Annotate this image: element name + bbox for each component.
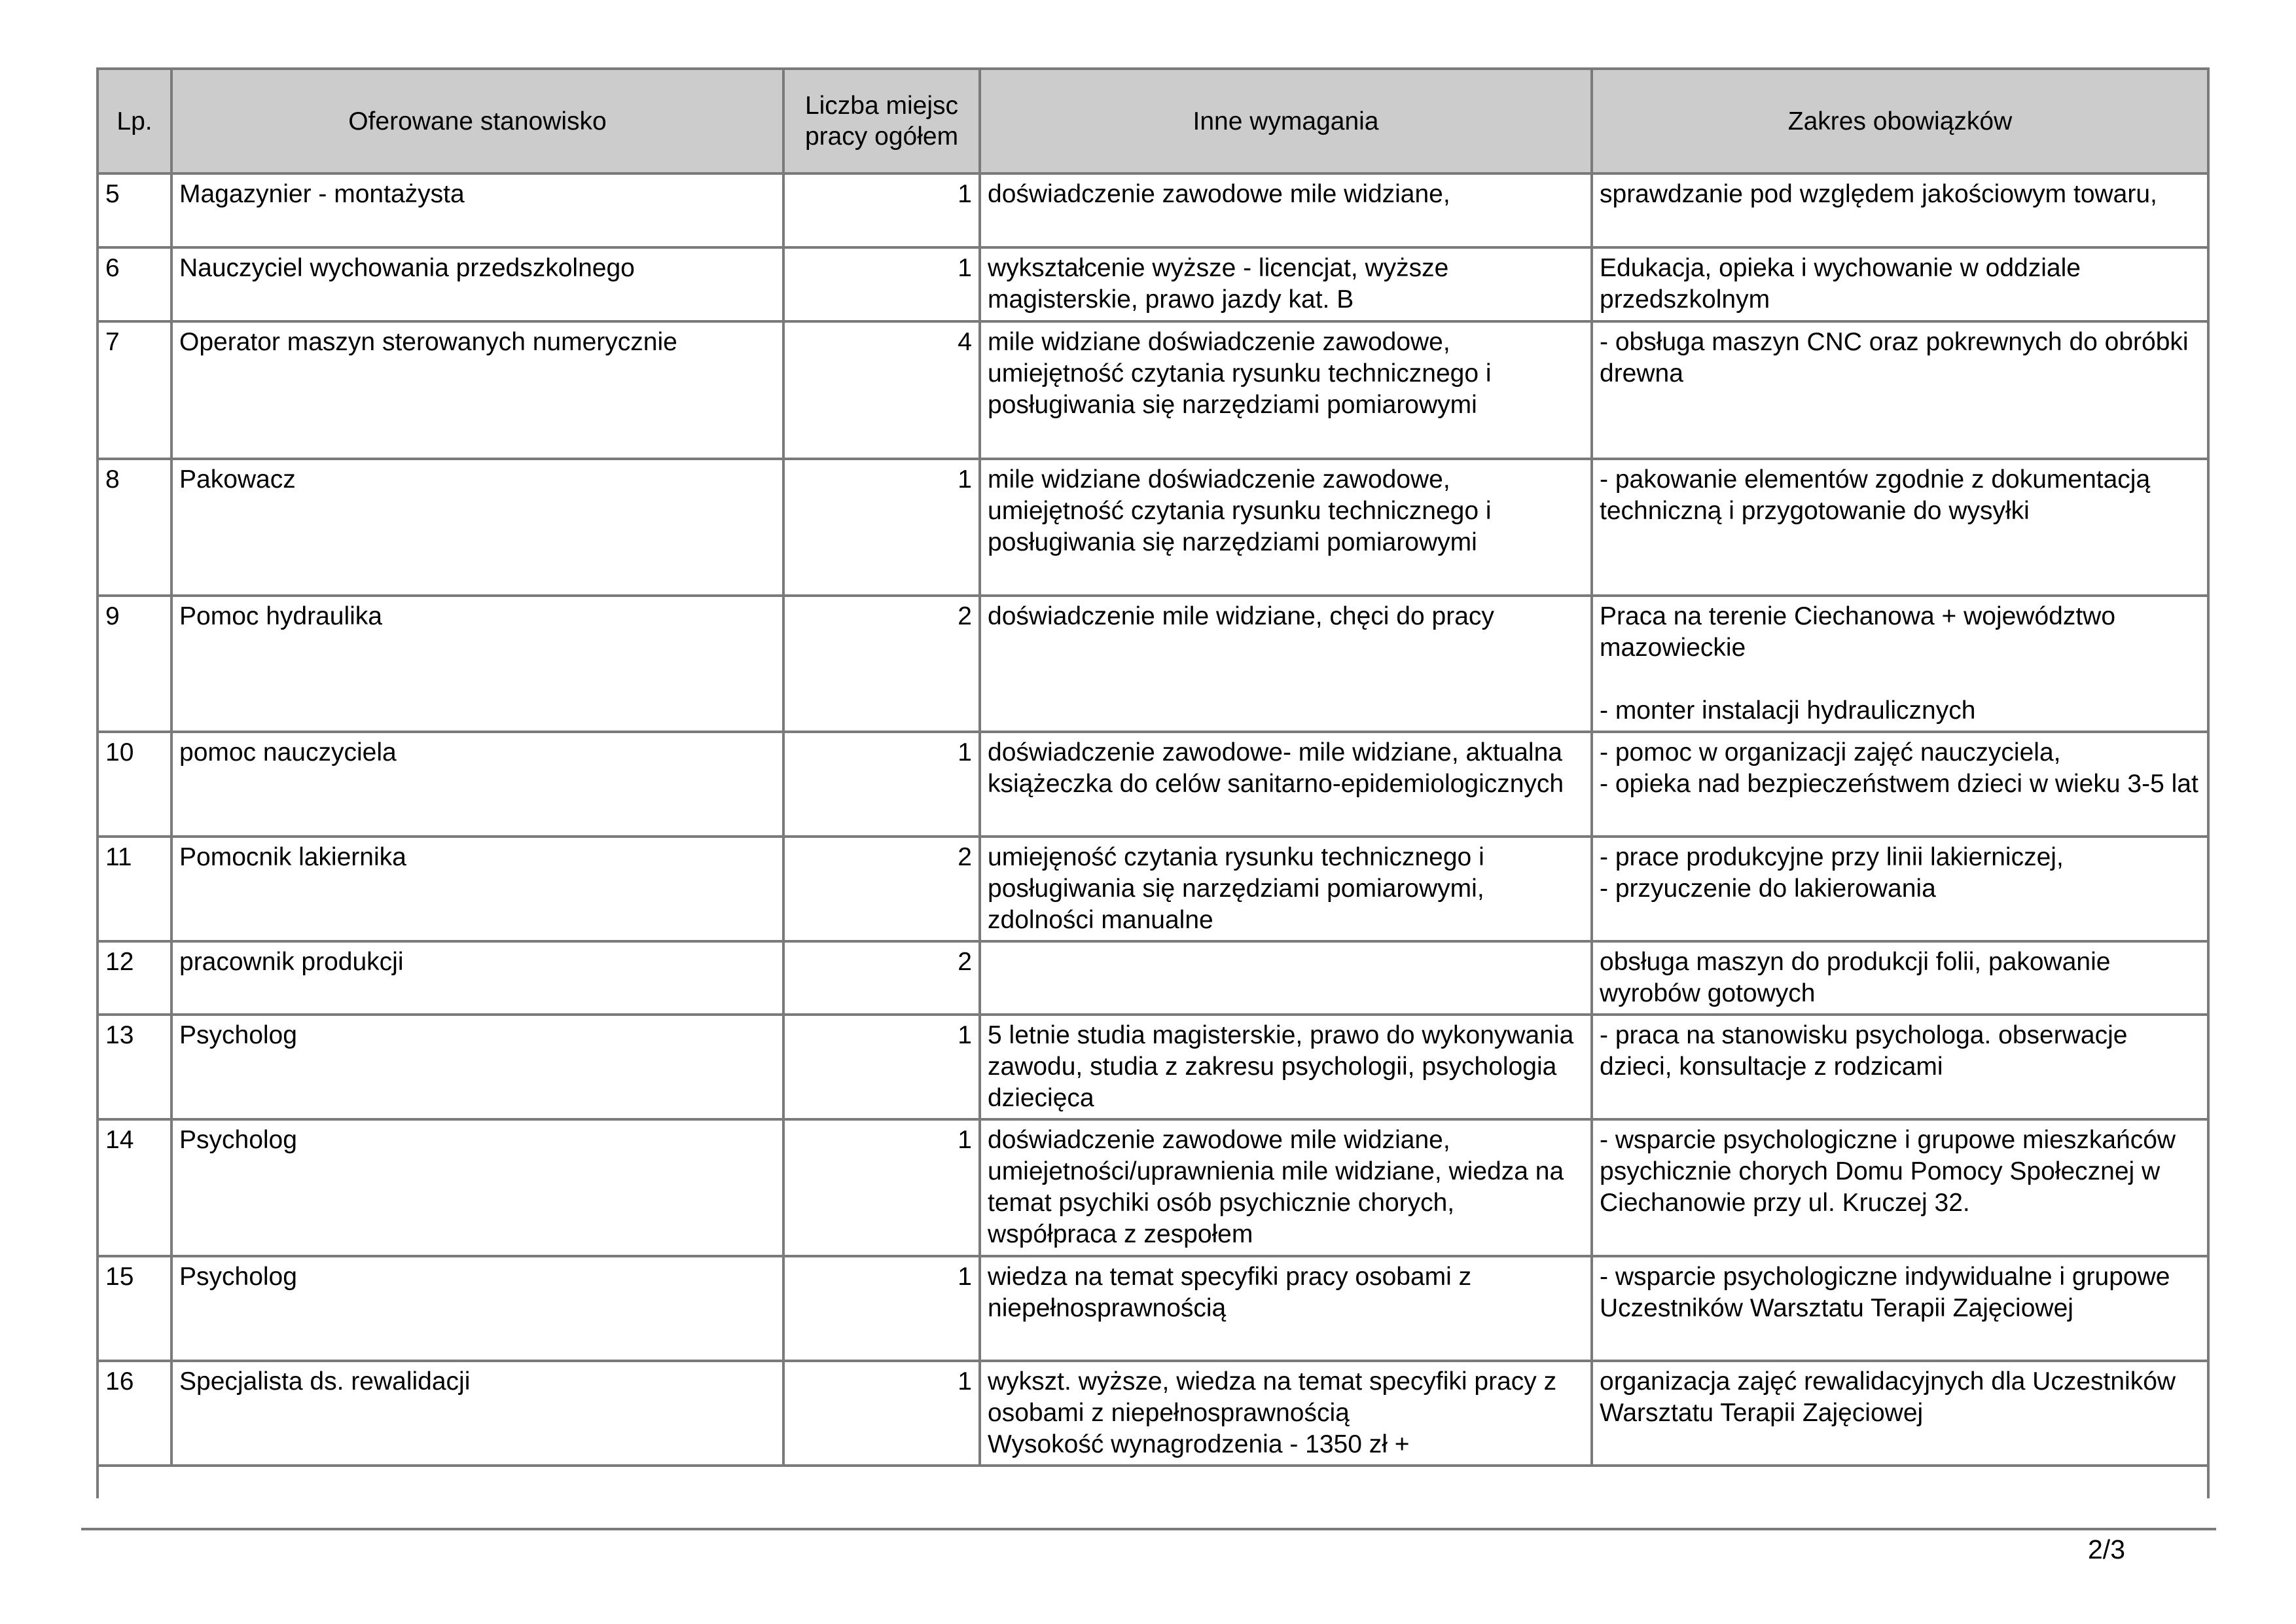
cell-position: pomoc nauczyciela xyxy=(171,732,783,837)
header-duties: Zakres obowiązków xyxy=(1592,69,2208,173)
cell-count: 1 xyxy=(783,1119,980,1256)
cell-count: 2 xyxy=(783,837,980,941)
cell-requirements xyxy=(980,173,1592,247)
table-header-row xyxy=(98,69,2208,173)
table-row xyxy=(98,1256,2208,1361)
cell-requirements xyxy=(980,1119,1592,1256)
cell-lp: 13 xyxy=(98,1015,171,1119)
cell-count: 1 xyxy=(783,173,980,247)
table-row-empty xyxy=(98,1466,2208,1498)
cell-lp: 9 xyxy=(98,596,171,732)
job-offers-table xyxy=(96,67,2210,1498)
duties-text: - wsparcie psychologiczne indywidualne i grupowe Uczestników Warsztatu Terapii Zajęciowej xyxy=(1600,1263,2178,1322)
cell-duties xyxy=(1592,459,2208,596)
header-position: Oferowane stanowisko xyxy=(171,69,783,173)
cell-duties xyxy=(1592,1361,2208,1466)
requirements-text: mile widziane doświadczenie zawodowe, umiejętność czytania rysunku technicznego i posługiwania się narzędziami pomiarowymi xyxy=(988,465,1499,556)
cell-count: 1 xyxy=(783,732,980,837)
requirements-text: doświadczenie zawodowe mile widziane, umiejetności/uprawnienia mile widziane, wiedza na temat psychiki osób psychicznie chorych, współpraca z zespołem xyxy=(988,1126,1571,1248)
cell-position: Psycholog xyxy=(171,1015,783,1119)
cell-lp: 6 xyxy=(98,247,171,321)
footer-divider xyxy=(81,1528,2216,1530)
cell-duties xyxy=(1592,837,2208,941)
duties-text: obsługa maszyn do produkcji folii, pakowanie wyrobów gotowych xyxy=(1600,948,2118,1007)
cell-requirements xyxy=(980,941,1592,1015)
table-row xyxy=(98,173,2208,247)
cell-count: 2 xyxy=(783,941,980,1015)
cell-duties xyxy=(1592,1256,2208,1361)
cell-requirements xyxy=(980,247,1592,321)
cell-requirements xyxy=(980,732,1592,837)
requirements-text: wykształcenie wyższe - licencjat, wyższe magisterskie, prawo jazdy kat. B xyxy=(988,254,1456,314)
cell-count: 1 xyxy=(783,1256,980,1361)
cell-lp: 7 xyxy=(98,321,171,459)
table-row xyxy=(98,732,2208,837)
requirements-text: wykszt. wyższe, wiedza na temat specyfiki pracy z osobami z niepełnosprawnością Wysokość wynagrodzenia - 1350 zł + xyxy=(988,1367,1557,1458)
table-row xyxy=(98,1015,2208,1119)
cell-count: 4 xyxy=(783,321,980,459)
cell-position: Psycholog xyxy=(171,1119,783,1256)
cell-duties xyxy=(1592,732,2208,837)
cell-position: pracownik produkcji xyxy=(171,941,783,1015)
requirements-text: 5 letnie studia magisterskie, prawo do wykonywania zawodu, studia z zakresu psychologii, psychologia dziecięca xyxy=(988,1021,1581,1112)
requirements-text: doświadczenie zawodowe- mile widziane, aktualna książeczka do celów sanitarno-epidemiologicznych xyxy=(988,738,1570,798)
cell-position: Psycholog xyxy=(171,1256,783,1361)
duties-text: - obsługa maszyn CNC oraz pokrewnych do obróbki drewna xyxy=(1600,328,2196,388)
table-row xyxy=(98,1119,2208,1256)
duties-text: - pomoc w organizacji zajęć nauczyciela, - opieka nad bezpieczeństwem dzieci w wieku 3-5 lat xyxy=(1600,738,2198,798)
cell-lp: 14 xyxy=(98,1119,171,1256)
cell-count: 2 xyxy=(783,596,980,732)
cell-duties xyxy=(1592,1015,2208,1119)
cell-position: Operator maszyn sterowanych numerycznie xyxy=(171,321,783,459)
duties-text: - pakowanie elementów zgodnie z dokumentacją techniczną i przygotowanie do wysyłki xyxy=(1600,465,2158,525)
cell-duties xyxy=(1592,941,2208,1015)
requirements-text: doświadczenie mile widziane, chęci do pracy xyxy=(988,602,1494,630)
cell-lp: 11 xyxy=(98,837,171,941)
requirements-text: wiedza na temat specyfiki pracy osobami z niepełnosprawnością xyxy=(988,1263,1479,1322)
requirements-text: umiejęność czytania rysunku technicznego i posługiwania się narzędziami pomiarowymi, zdolności manualne xyxy=(988,843,1492,934)
table-row xyxy=(98,321,2208,459)
cell-requirements xyxy=(980,1361,1592,1466)
requirements-text: mile widziane doświadczenie zawodowe, umiejętność czytania rysunku technicznego i posługiwania się narzędziami pomiarowymi xyxy=(988,328,1499,419)
cell-requirements xyxy=(980,596,1592,732)
duties-text: Praca na terenie Ciechanowa + województwo mazowieckie - monter instalacji hydraulicznych xyxy=(1600,602,2116,725)
cell-count: 1 xyxy=(783,459,980,596)
cell-requirements xyxy=(980,1015,1592,1119)
table-row xyxy=(98,1361,2208,1466)
page-number: 2/3 xyxy=(2088,1534,2125,1564)
cell-position: Specjalista ds. rewalidacji xyxy=(171,1361,783,1466)
cell-requirements xyxy=(980,459,1592,596)
cell-duties xyxy=(1592,1119,2208,1256)
duties-text: - praca na stanowisku psychologa. obserwacje dzieci, konsultacje z rodzicami xyxy=(1600,1021,2135,1081)
cell-count: 1 xyxy=(783,247,980,321)
table-row xyxy=(98,459,2208,596)
table-row xyxy=(98,941,2208,1015)
header-count: Liczba miejsc pracy ogółem xyxy=(783,69,980,173)
cell-count: 1 xyxy=(783,1015,980,1119)
table-row xyxy=(98,596,2208,732)
cell-lp: 8 xyxy=(98,459,171,596)
table-row xyxy=(98,837,2208,941)
requirements-text xyxy=(988,947,1584,1012)
duties-text: - prace produkcyjne przy linii lakierniczej, - przyuczenie do lakierowania xyxy=(1600,843,2064,903)
empty-cell xyxy=(98,1466,2208,1498)
cell-lp: 10 xyxy=(98,732,171,837)
cell-position: Pomocnik lakiernika xyxy=(171,837,783,941)
cell-duties xyxy=(1592,321,2208,459)
duties-text: Edukacja, opieka i wychowanie w oddziale przedszkolnym xyxy=(1600,254,2088,314)
cell-duties xyxy=(1592,247,2208,321)
cell-duties xyxy=(1592,596,2208,732)
cell-requirements xyxy=(980,1256,1592,1361)
header-requirements: Inne wymagania xyxy=(980,69,1592,173)
cell-lp: 15 xyxy=(98,1256,171,1361)
cell-lp: 16 xyxy=(98,1361,171,1466)
cell-position: Magazynier - montażysta xyxy=(171,173,783,247)
cell-position: Pomoc hydraulika xyxy=(171,596,783,732)
cell-duties xyxy=(1592,173,2208,247)
cell-lp: 12 xyxy=(98,941,171,1015)
cell-count: 1 xyxy=(783,1361,980,1466)
duties-text: sprawdzanie pod względem jakościowym towaru, xyxy=(1600,180,2157,208)
table-row xyxy=(98,247,2208,321)
duties-text: organizacja zajęć rewalidacyjnych dla Uczestników Warsztatu Terapii Zajęciowej xyxy=(1600,1367,2183,1427)
requirements-text: doświadczenie zawodowe mile widziane, xyxy=(988,180,1450,208)
cell-lp: 5 xyxy=(98,173,171,247)
cell-requirements xyxy=(980,837,1592,941)
cell-position: Pakowacz xyxy=(171,459,783,596)
cell-position: Nauczyciel wychowania przedszkolnego xyxy=(171,247,783,321)
duties-text: - wsparcie psychologiczne i grupowe mieszkańców psychicznie chorych Domu Pomocy Społecznej w Ciechanowie przy ul. Kruczej 32. xyxy=(1600,1126,2183,1217)
cell-requirements xyxy=(980,321,1592,459)
header-lp: Lp. xyxy=(98,69,171,173)
